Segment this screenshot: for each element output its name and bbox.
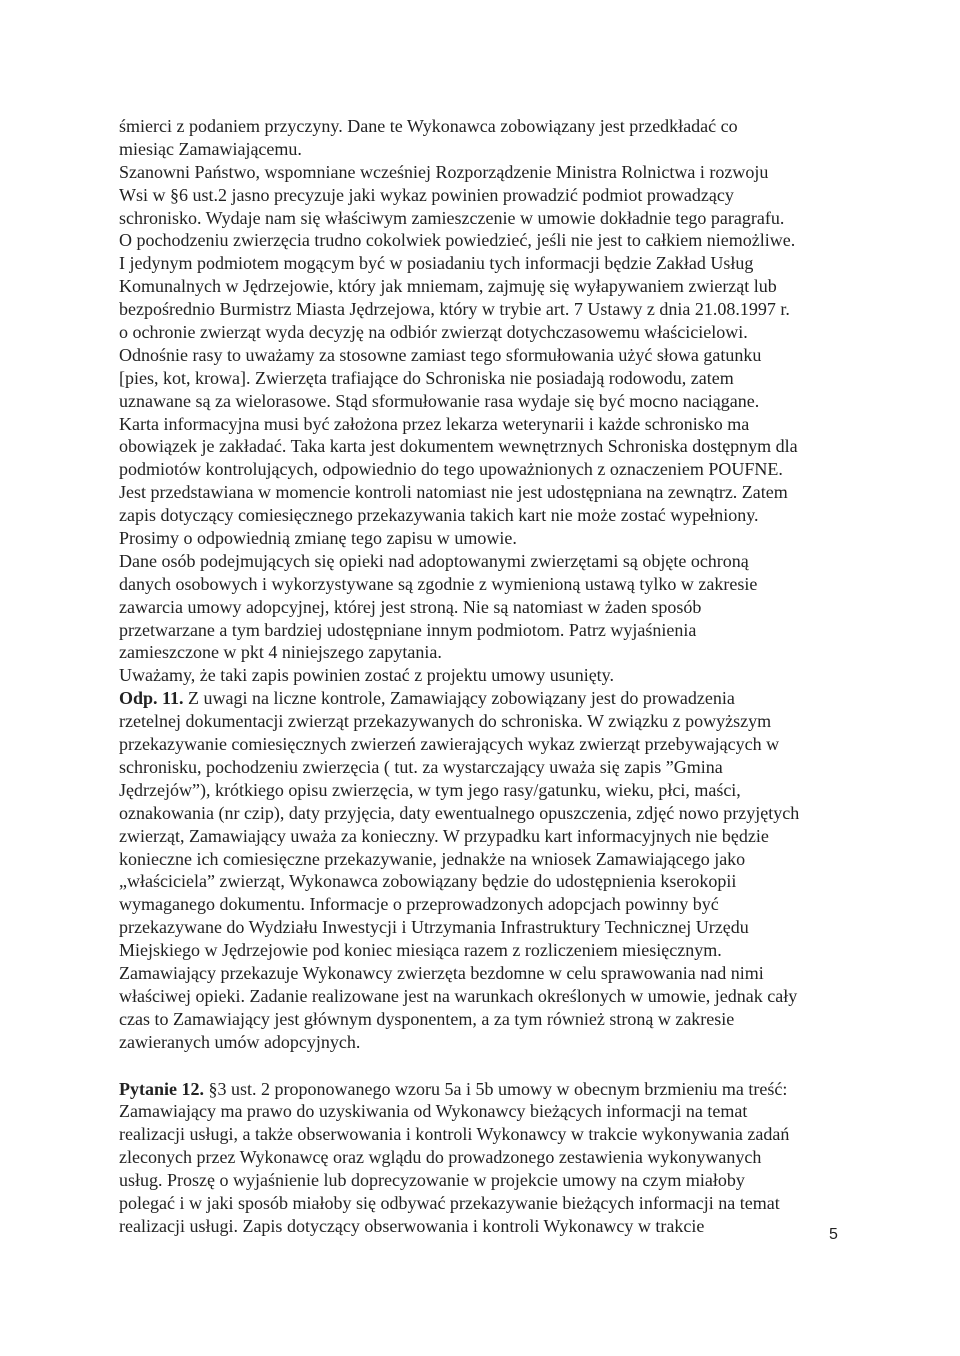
text-line: Jest przedstawiana w momencie kontroli natomiast nie jest udostępniana na zewnątrz. Zatem — [119, 482, 788, 503]
question-first-line-text: §3 ust. 2 proponowanego wzoru 5a i 5b umowy w obecnym brzmieniu ma treść: — [204, 1078, 788, 1099]
text-line: o ochronie zwierząt wyda decyzję na odbiór zwierząt dotychczasowemu właścicielowi. — [119, 322, 748, 343]
answer-line: schronisku, pochodzeniu zwierzęcia ( tut. za wystarczający uważa się zapis ”Gmina — [119, 756, 723, 777]
question-first-line — [119, 1078, 859, 1101]
text-line: zawarcia umowy adopcyjnej, której jest stroną. Nie są natomiast w żaden sposób — [119, 596, 702, 617]
text-line: Wsi w §6 ust.2 jasno precyzuje jaki wykaz powinien prowadzić podmiot prowadzący — [119, 184, 734, 205]
text-line: Prosimy o odpowiednią zmianę tego zapisu w umowie. — [119, 528, 517, 549]
text-line: uznawane są za wielorasowe. Stąd sformułowanie rasa wydaje się być mocno naciągane. — [119, 390, 760, 411]
answer-line: wymaganego dokumentu. Informacje o przeprowadzonych adopcjach powinny być — [119, 894, 719, 915]
answer-line: rzetelnej dokumentacji zwierząt przekazywanych do schroniska. W związku z powyższym — [119, 711, 772, 732]
text-line: miesiąc Zamawiającemu. — [119, 138, 302, 159]
text-line: Uważamy, że taki zapis powinien zostać z projektu umowy usunięty. — [119, 665, 615, 686]
text-line: Karta informacyjna musi być założona przez lekarza weterynarii i każde schronisko ma — [119, 413, 750, 434]
answer-line: Miejskiego w Jędrzejowie pod koniec miesiąca razem z rozliczeniem miesięcznym. — [119, 940, 722, 961]
text-line: Komunalnych w Jędrzejowie, który jak mniemam, zajmuję się wyłapywaniem zwierząt lub — [119, 276, 777, 297]
answer-line: zawieranych umów adopcyjnych. — [119, 1031, 361, 1052]
answer-line: Jędrzejów”), krótkiego opisu zwierzęcia, w tym jego rasy/gatunku, wieku, płci, maści, — [119, 779, 741, 800]
answer-line: konieczne ich comiesięczne przekazywanie, jednakże na wniosek Zamawiającego jako — [119, 848, 746, 869]
page-number: 5 — [829, 1226, 838, 1243]
answer-line: właściwej opieki. Zadanie realizowane jest na warunkach określonych w umowie, jednak cały — [119, 985, 798, 1006]
question-line: Zamawiający ma prawo do uzyskiwania od Wykonawcy bieżących informacji na temat — [119, 1101, 748, 1122]
answer-line: Zamawiający przekazuje Wykonawcy zwierzęta bezdomne w celu sprawowania nad nimi — [119, 962, 764, 983]
answer-line: „właściciela” zwierząt, Wykonawca zobowiązany będzie do udostępnienia kserokopii — [119, 871, 737, 892]
answer-line: czas to Zamawiający jest głównym dysponentem, a za tym również stroną w zakresie — [119, 1008, 735, 1029]
text-line: schronisko. Wydaje nam się właściwym zamieszczenie w umowie dokładnie tego paragrafu. — [119, 207, 785, 228]
text-line: zapis dotyczący comiesięcznego przekazywania takich kart nie może zostać wypełniony. — [119, 505, 759, 526]
question-line: zleconych przez Wykonawcę oraz wglądu do prowadzonego zestawienia wykonywanych — [119, 1147, 762, 1168]
text-line: podmiotów kontrolujących, odpowiednio do tego upoważnionych z oznaczeniem POUFNE. — [119, 459, 783, 480]
question-line: realizacji usługi, a także obserwowania i kontroli Wykonawcy w trakcie wykonywania zadań — [119, 1124, 790, 1145]
question-line: realizacji usługi. Zapis dotyczący obserwowania i kontroli Wykonawcy w trakcie — [119, 1215, 705, 1236]
answer-label: Odp. 11. — [119, 688, 184, 709]
text-line: Dane osób podejmujących się opieki nad adoptowanymi zwierzętami są objęte ochroną — [119, 550, 749, 571]
answer-line: przekazywanie comiesięcznych zwierzeń zawierających wykaz zwierząt przebywających w — [119, 734, 780, 755]
text-line: I jedynym podmiotem mogącym być w posiadaniu tych informacji będzie Zakład Usług — [119, 253, 754, 274]
answer-first-line-text: Z uwagi na liczne kontrole, Zamawiający zobowiązany jest do prowadzenia — [183, 688, 735, 709]
body-text — [119, 115, 859, 1238]
answer-line: przekazywane do Wydziału Inwestycji i Utrzymania Infrastruktury Technicznej Urzędu — [119, 917, 749, 938]
question-line: usług. Proszę o wyjaśnienie lub doprecyzowanie w projekcie umowy na czym miałoby — [119, 1170, 745, 1191]
text-line: przetwarzane a tym bardziej udostępniane innym podmiotom. Patrz wyjaśnienia — [119, 619, 697, 640]
text-line: zamieszczone w pkt 4 niniejszego zapytania. — [119, 642, 442, 663]
question-label: Pytanie 12. — [119, 1078, 204, 1099]
answer-first-line — [119, 687, 859, 710]
answer-line: oznakowania (nr czip), daty przyjęcia, daty ewentualnego opuszczenia, zdjęć nowo przyjętych — [119, 802, 800, 823]
text-line: [pies, kot, krowa]. Zwierzęta trafiające do Schroniska nie posiadają rodowodu, zatem — [119, 367, 734, 388]
text-line: śmierci z podaniem przyczyny. Dane te Wykonawca zobowiązany jest przedkładać co — [119, 116, 738, 136]
question-line: polegać i w jaki sposób miałoby się odbywać przekazywanie bieżących informacji na temat — [119, 1192, 780, 1213]
text-line: O pochodzeniu zwierzęcia trudno cokolwiek powiedzieć, jeśli nie jest to całkiem niemożliwe. — [119, 230, 796, 251]
text-line: danych osobowych i wykorzystywane są zgodnie z wymienioną ustawą tylko w zakresie — [119, 573, 758, 594]
answer-line: zwierząt, Zamawiający uważa za konieczny. W przypadku kart informacyjnych nie będzie — [119, 825, 769, 846]
text-line: bezpośrednio Burmistrz Miasta Jędrzejowa, który w trybie art. 7 Ustawy z dnia 21.08.1997 r. — [119, 299, 790, 320]
text-line: obowiązek je zakładać. Taka karta jest dokumentem wewnętrznych Schroniska dostępnym dla — [119, 436, 798, 457]
text-line: Szanowni Państwo, wspomniane wcześniej Rozporządzenie Ministra Rolnictwa i rozwoju — [119, 161, 769, 182]
text-line: Odnośnie rasy to uważamy za stosowne zamiast tego sformułowania użyć słowa gatunku — [119, 344, 762, 365]
paragraph-gap — [119, 1054, 859, 1078]
